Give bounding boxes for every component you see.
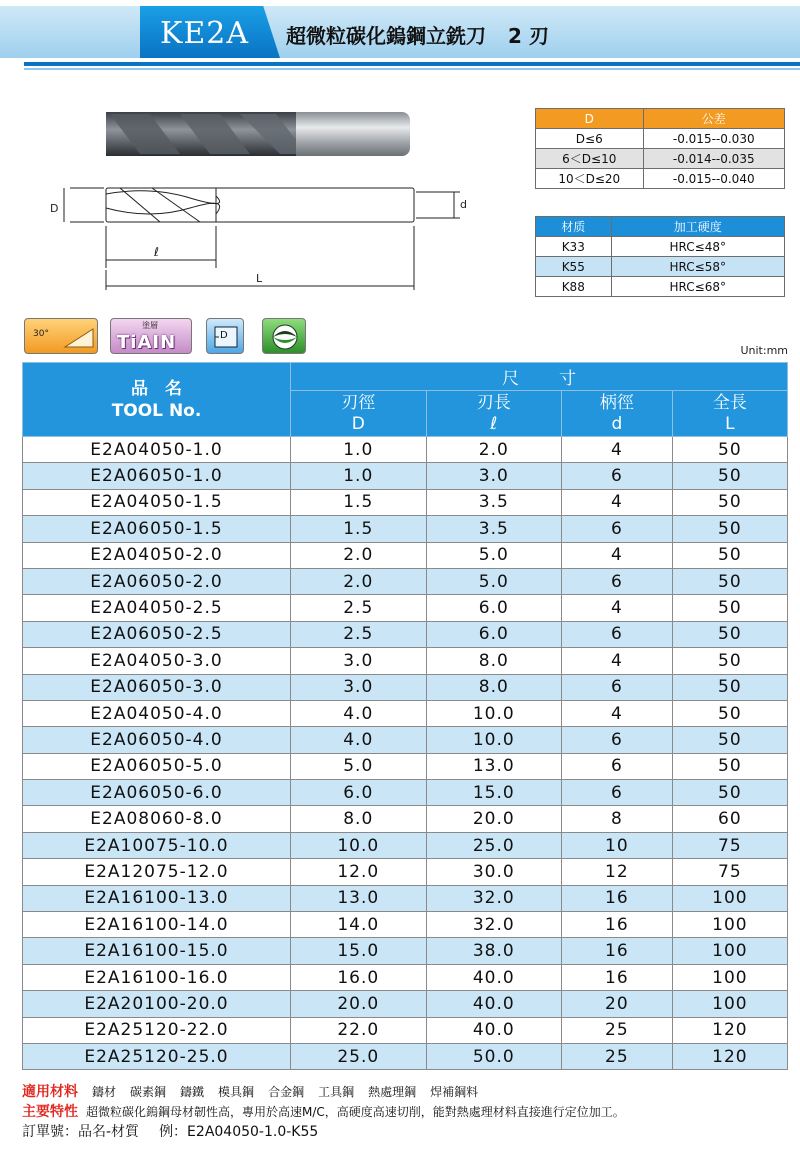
table-row <box>23 964 788 990</box>
tool-no-cell: E2A04050-2.0 <box>23 542 291 568</box>
dimension-cell: 12.0 <box>291 859 427 885</box>
dimension-cell: 14.0 <box>291 912 427 938</box>
dimension-cell: 100 <box>672 938 787 964</box>
dimension-cell: 50 <box>672 516 787 542</box>
dimension-cell: 6 <box>562 463 673 489</box>
dimension-cell: 4.0 <box>291 700 427 726</box>
coating-label: 塗層 <box>142 321 158 330</box>
title-text: 超微粒碳化鎢鋼立銑刀 <box>286 24 486 48</box>
tool-no-cell: E2A20100-20.0 <box>23 991 291 1017</box>
tol-cell: -0.014--0.035 <box>643 149 785 169</box>
material-item: 碳素鋼 <box>130 1085 167 1099</box>
tool-no-cell: E2A16100-16.0 <box>23 964 291 990</box>
dimension-cell: 100 <box>672 912 787 938</box>
table-row <box>23 463 788 489</box>
table-row <box>23 700 788 726</box>
end-mill-drawing <box>40 90 480 300</box>
dimension-cell: 16 <box>562 964 673 990</box>
dimension-cell: 5.0 <box>426 568 562 594</box>
materials-list <box>92 1085 492 1099</box>
col-symbol: ℓ <box>490 413 498 434</box>
tool-no-cell: E2A08060-8.0 <box>23 806 291 832</box>
table-row <box>23 912 788 938</box>
dimension-cell: 10 <box>562 832 673 858</box>
col-symbol: L <box>725 413 735 434</box>
dimension-cell: 50 <box>672 727 787 753</box>
label-L: L <box>256 272 263 285</box>
order-number <box>22 1122 792 1142</box>
table-row <box>23 489 788 515</box>
dimension-cell: 75 <box>672 859 787 885</box>
col-header-cut-dia <box>291 391 427 437</box>
dimension-cell: 50.0 <box>426 1043 562 1069</box>
dimension-cell: 4 <box>562 595 673 621</box>
dimension-cell: 4 <box>562 437 673 463</box>
shank-symbol: D <box>220 330 228 341</box>
mat-cell: HRC≤68° <box>611 277 784 297</box>
materials-label: 適用材料 <box>22 1084 78 1100</box>
material-table <box>535 216 785 297</box>
dimension-cell: 4.0 <box>291 727 427 753</box>
table-row <box>23 674 788 700</box>
dimension-cell: 13.0 <box>291 885 427 911</box>
table-row <box>23 648 788 674</box>
tool-no-cell: E2A12075-12.0 <box>23 859 291 885</box>
tol-cell: -0.015--0.040 <box>643 169 785 189</box>
dimension-cell: 25.0 <box>426 832 562 858</box>
tool-no-cell: E2A04050-2.5 <box>23 595 291 621</box>
dimension-cell: 60 <box>672 806 787 832</box>
dimension-cell: 32.0 <box>426 912 562 938</box>
dimension-cell: 22.0 <box>291 1017 427 1043</box>
table-row <box>23 516 788 542</box>
table-row <box>23 780 788 806</box>
col-header-overall-len <box>672 391 787 437</box>
page-title <box>286 20 549 49</box>
dimension-cell: 30.0 <box>426 859 562 885</box>
dimension-cell: 1.5 <box>291 489 427 515</box>
col-header-shank-dia <box>562 391 673 437</box>
dimension-cell: 4 <box>562 648 673 674</box>
table-row <box>23 753 788 779</box>
tol-cell: D≤6 <box>536 129 644 149</box>
dimension-cell: 40.0 <box>426 1017 562 1043</box>
dimension-cell: 3.5 <box>426 489 562 515</box>
model-code: KE2A <box>160 16 250 51</box>
tool-no-cell: E2A04050-4.0 <box>23 700 291 726</box>
table-row <box>23 542 788 568</box>
material-item: 鑄材 <box>92 1085 117 1099</box>
dimension-cell: 50 <box>672 674 787 700</box>
flute-icon <box>262 318 306 354</box>
dimension-cell: 6.0 <box>291 780 427 806</box>
table-row <box>23 568 788 594</box>
dimension-cell: 1.0 <box>291 463 427 489</box>
shank-icon <box>206 318 244 354</box>
tol-cell: -0.015--0.030 <box>643 129 785 149</box>
tool-header-cn: 品 名 <box>131 378 182 399</box>
dimension-cell: 1.5 <box>291 516 427 542</box>
dimension-cell: 2.5 <box>291 621 427 647</box>
dimension-cell: 8.0 <box>426 648 562 674</box>
dimension-cell: 2.0 <box>291 542 427 568</box>
dimension-cell: 50 <box>672 648 787 674</box>
dimension-table-body <box>23 437 788 1070</box>
dimension-cell: 6 <box>562 621 673 647</box>
col-symbol: D <box>351 413 365 434</box>
tol-header-tol: 公差 <box>643 109 785 129</box>
tool-no-cell: E2A06050-1.0 <box>23 463 291 489</box>
order-example: 例：E2A04050-1.0-K55 <box>159 1124 319 1140</box>
dimension-cell: 4 <box>562 700 673 726</box>
col-name: 刃徑 <box>341 392 376 413</box>
tool-no-cell: E2A04050-1.5 <box>23 489 291 515</box>
dimension-cell: 15.0 <box>291 938 427 964</box>
dimension-cell: 6 <box>562 780 673 806</box>
dimension-cell: 4 <box>562 489 673 515</box>
dimension-cell: 40.0 <box>426 964 562 990</box>
dimension-cell: 50 <box>672 463 787 489</box>
applicable-materials <box>22 1082 792 1102</box>
mat-cell: K88 <box>536 277 612 297</box>
dimension-cell: 6 <box>562 568 673 594</box>
dimension-cell: 50 <box>672 621 787 647</box>
dimension-cell: 20.0 <box>291 991 427 1017</box>
dimension-cell: 100 <box>672 964 787 990</box>
table-row <box>23 991 788 1017</box>
dimension-cell: 6.0 <box>426 595 562 621</box>
size-group-header: 尺寸 <box>291 363 788 391</box>
dimension-cell: 5.0 <box>291 753 427 779</box>
mat-cell: HRC≤48° <box>611 237 784 257</box>
dimension-cell: 50 <box>672 700 787 726</box>
two-flute-cross-section-icon <box>263 319 307 355</box>
dimension-cell: 100 <box>672 991 787 1017</box>
material-item: 鑄鐵 <box>180 1085 205 1099</box>
material-item: 熱處理鋼 <box>368 1085 417 1099</box>
table-row <box>23 859 788 885</box>
tool-no-cell: E2A06050-4.0 <box>23 727 291 753</box>
table-row <box>23 832 788 858</box>
features-text: 超微粒碳化鎢鋼母材韌性高，專用於高速M/C，高硬度高速切削，能對熱處理材料直接進行定位加工。 <box>86 1105 625 1119</box>
unit-label: Unit:mm <box>740 344 788 357</box>
table-row <box>23 885 788 911</box>
dimension-cell: 75 <box>672 832 787 858</box>
tool-no-cell: E2A04050-1.0 <box>23 437 291 463</box>
tool-no-cell: E2A06050-1.5 <box>23 516 291 542</box>
dimension-cell: 5.0 <box>426 542 562 568</box>
flute-count: 2 刃 <box>508 24 549 48</box>
dimension-cell: 3.0 <box>291 648 427 674</box>
dimension-cell: 50 <box>672 489 787 515</box>
dimension-cell: 2.0 <box>291 568 427 594</box>
mat-cell: K33 <box>536 237 612 257</box>
mat-cell: K55 <box>536 257 612 277</box>
dimension-cell: 100 <box>672 885 787 911</box>
tool-no-cell: E2A06050-3.0 <box>23 674 291 700</box>
dimension-cell: 25 <box>562 1017 673 1043</box>
helix-angle-value: 30° <box>33 329 49 339</box>
dimension-cell: 3.0 <box>426 463 562 489</box>
tool-no-header <box>23 363 291 437</box>
dimension-cell: 50 <box>672 595 787 621</box>
dimension-cell: 3.5 <box>426 516 562 542</box>
main-features <box>22 1102 792 1122</box>
tol-cell: 6＜D≤10 <box>536 149 644 169</box>
table-row <box>23 806 788 832</box>
dimension-cell: 20 <box>562 991 673 1017</box>
table-row <box>23 1043 788 1069</box>
dimension-cell: 50 <box>672 437 787 463</box>
mat-header-hardness: 加工硬度 <box>611 217 784 237</box>
dimension-cell: 8.0 <box>426 674 562 700</box>
dimension-cell: 1.0 <box>291 437 427 463</box>
dimension-cell: 16 <box>562 885 673 911</box>
table-row <box>23 437 788 463</box>
material-item: 工具鋼 <box>318 1085 355 1099</box>
dimension-cell: 6 <box>562 516 673 542</box>
tool-no-cell: E2A25120-25.0 <box>23 1043 291 1069</box>
dimension-cell: 32.0 <box>426 885 562 911</box>
dimension-cell: 50 <box>672 568 787 594</box>
header-stripe-light <box>24 68 800 70</box>
order-label: 訂單號：品名-材質 <box>22 1124 140 1140</box>
tool-no-cell: E2A10075-10.0 <box>23 832 291 858</box>
dimension-cell: 2.5 <box>291 595 427 621</box>
dimension-cell: 50 <box>672 780 787 806</box>
col-name: 柄徑 <box>599 392 634 413</box>
dimension-cell: 38.0 <box>426 938 562 964</box>
tool-no-cell: E2A06050-2.5 <box>23 621 291 647</box>
dimension-cell: 10.0 <box>426 700 562 726</box>
label-d: d <box>460 198 467 211</box>
tolerance-table <box>535 108 785 189</box>
dimension-cell: 12 <box>562 859 673 885</box>
dimension-cell: 15.0 <box>426 780 562 806</box>
helix-angle-icon <box>24 318 98 354</box>
label-l: ℓ <box>154 245 159 259</box>
table-row <box>23 595 788 621</box>
mat-header-material: 材质 <box>536 217 612 237</box>
tool-no-cell: E2A25120-22.0 <box>23 1017 291 1043</box>
label-D: D <box>50 202 59 215</box>
tool-no-cell: E2A06050-2.0 <box>23 568 291 594</box>
features-label: 主要特性 <box>22 1104 78 1120</box>
tool-no-cell: E2A06050-6.0 <box>23 780 291 806</box>
tol-header-d: D <box>536 109 644 129</box>
dimension-cell: 16 <box>562 938 673 964</box>
dimension-cell: 25.0 <box>291 1043 427 1069</box>
col-name: 全長 <box>712 392 747 413</box>
dimension-cell: 40.0 <box>426 991 562 1017</box>
dimension-cell: 6 <box>562 727 673 753</box>
material-item: 合金鋼 <box>268 1085 305 1099</box>
dimension-cell: 50 <box>672 753 787 779</box>
dimension-table <box>22 362 788 1070</box>
dimension-cell: 120 <box>672 1043 787 1069</box>
col-header-cut-len <box>426 391 562 437</box>
material-item: 焊補鋼料 <box>430 1085 479 1099</box>
tool-no-cell: E2A04050-3.0 <box>23 648 291 674</box>
dimension-cell: 4 <box>562 542 673 568</box>
table-row <box>23 727 788 753</box>
tool-header-en: TOOL No. <box>111 400 202 421</box>
tol-cell: 10＜D≤20 <box>536 169 644 189</box>
coating-icon <box>110 318 192 354</box>
table-row <box>23 621 788 647</box>
col-name: 刃長 <box>476 392 511 413</box>
dimension-cell: 13.0 <box>426 753 562 779</box>
material-item: 模具鋼 <box>218 1085 255 1099</box>
dimension-cell: 20.0 <box>426 806 562 832</box>
dimension-cell: 3.0 <box>291 674 427 700</box>
dimension-cell: 25 <box>562 1043 673 1069</box>
dimension-cell: 16.0 <box>291 964 427 990</box>
dimension-cell: 6 <box>562 753 673 779</box>
col-symbol: d <box>611 413 623 434</box>
dimension-cell: 120 <box>672 1017 787 1043</box>
page-header <box>0 0 800 72</box>
dimension-cell: 50 <box>672 542 787 568</box>
tool-no-cell: E2A06050-5.0 <box>23 753 291 779</box>
dimension-cell: 8.0 <box>291 806 427 832</box>
dimension-cell: 16 <box>562 912 673 938</box>
dimension-cell: 2.0 <box>426 437 562 463</box>
dimension-cell: 10.0 <box>291 832 427 858</box>
coating-name: TiAIN <box>117 332 177 353</box>
footer-notes <box>22 1082 792 1142</box>
dimension-cell: 8 <box>562 806 673 832</box>
tool-no-cell: E2A16100-13.0 <box>23 885 291 911</box>
end-mill-photo <box>106 112 410 156</box>
tool-no-cell: E2A16100-14.0 <box>23 912 291 938</box>
dimension-cell: 6.0 <box>426 621 562 647</box>
table-row <box>23 938 788 964</box>
mat-cell: HRC≤58° <box>611 257 784 277</box>
table-row <box>23 1017 788 1043</box>
dimension-cell: 6 <box>562 674 673 700</box>
header-stripe <box>24 62 800 66</box>
dimension-cell: 10.0 <box>426 727 562 753</box>
tool-no-cell: E2A16100-15.0 <box>23 938 291 964</box>
